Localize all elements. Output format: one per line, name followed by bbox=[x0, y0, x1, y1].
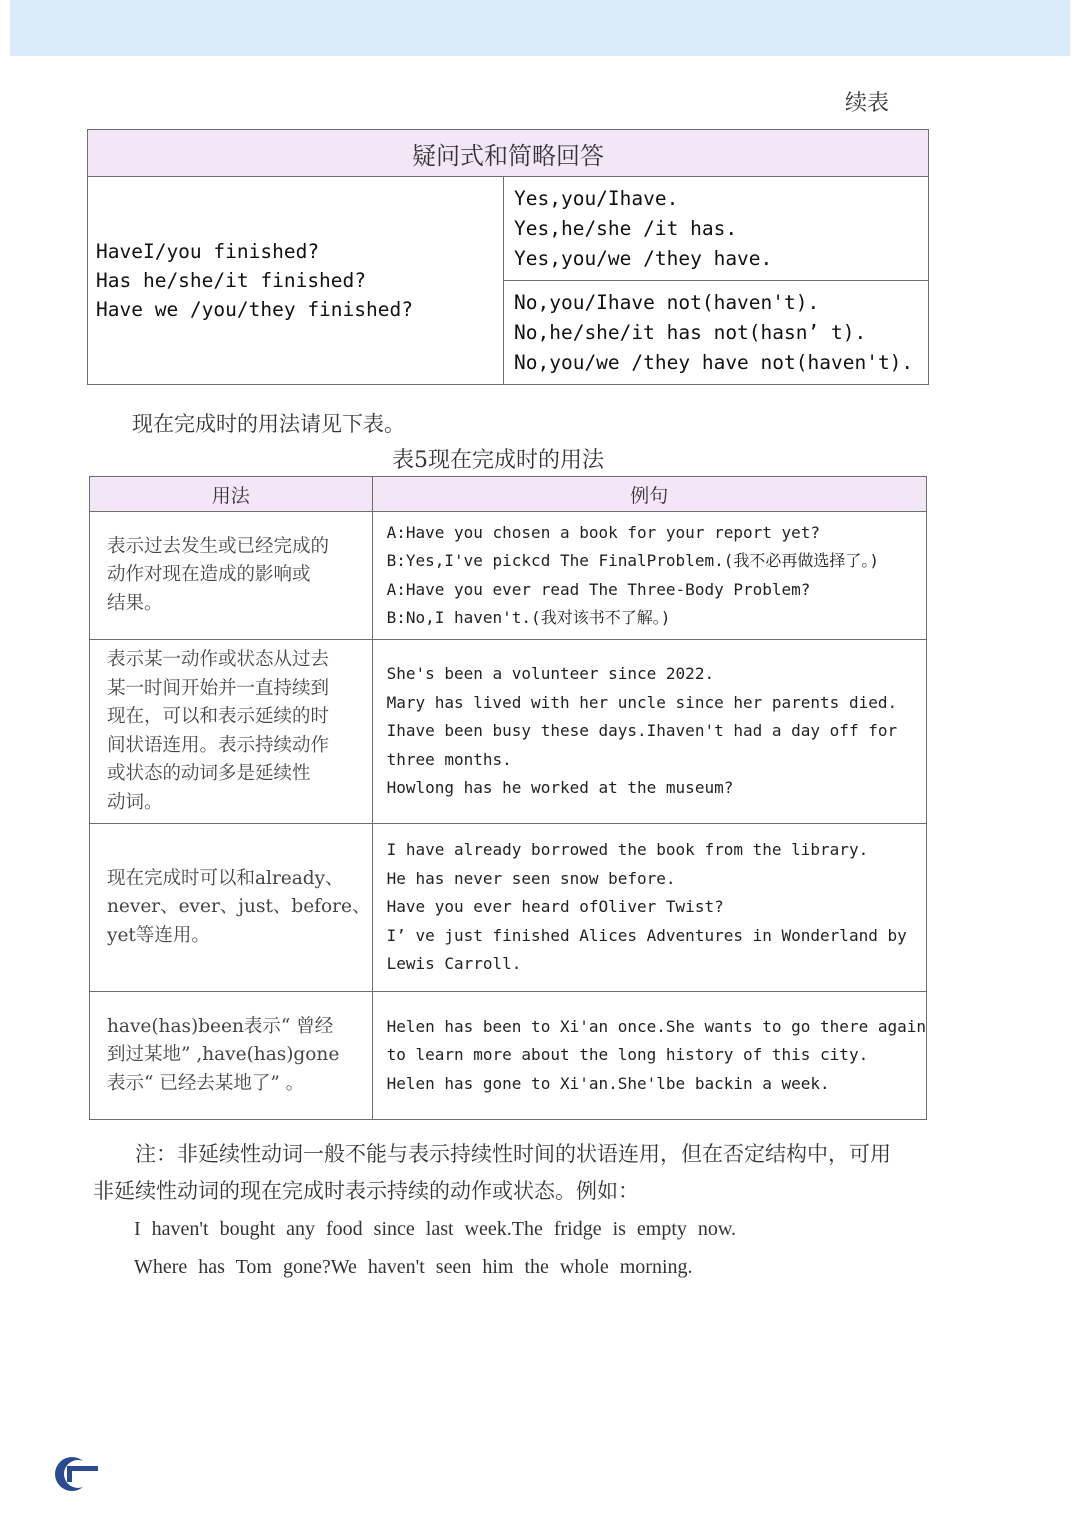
example-cell bbox=[372, 512, 926, 640]
table-row bbox=[90, 824, 927, 992]
yes-answer-line: Yes,you/Ihave. bbox=[514, 186, 679, 210]
example-line: B:Yes,I've pickcd The FinalProblem.(我不必再做选择了。) bbox=[386, 551, 879, 570]
usage-line: 动词。 bbox=[107, 791, 163, 813]
intro-sentence: 现在完成时的用法请见下表。 bbox=[132, 412, 405, 436]
example-cell bbox=[372, 640, 926, 824]
example-line: She's been a volunteer since 2022. bbox=[386, 664, 715, 684]
example-line: three months. bbox=[386, 749, 512, 769]
usage-line: have(has)been表示“ 曾经 bbox=[107, 1015, 334, 1037]
table-row bbox=[90, 640, 927, 824]
question-line: Have we /you/they finished? bbox=[96, 298, 413, 321]
no-answer-cell bbox=[504, 281, 929, 385]
continued-label: 续表 bbox=[845, 91, 890, 116]
yes-answer-line: Yes,you/we /they have. bbox=[514, 246, 773, 270]
example-line: A:Have you ever read The Three-Body Problem? bbox=[386, 579, 811, 599]
usage-line: 某一时间开始并一直持续到 bbox=[107, 677, 330, 699]
page-logo-icon bbox=[50, 1452, 102, 1500]
yes-answer-cell bbox=[504, 177, 929, 281]
usage-cell bbox=[90, 640, 373, 824]
no-answer-line: No,you/we /they have not(haven't). bbox=[514, 350, 914, 374]
example-line: A:Have you chosen a book for your report yet? bbox=[386, 522, 821, 542]
usage-line: 表示过去发生或已经完成的 bbox=[107, 535, 330, 557]
example-line: Helen has been to Xi'an once.She wants to go there again bbox=[386, 1016, 926, 1036]
no-answer-line: No,you/Ihave not(haven't). bbox=[514, 290, 820, 314]
example-line: I have already borrowed the book from the library. bbox=[386, 840, 869, 860]
example-line: He has never seen snow before. bbox=[386, 868, 676, 888]
usage-line: 动作对现在造成的影响或 bbox=[107, 564, 311, 586]
example-line: to learn more about the long history of this city. bbox=[386, 1045, 869, 1065]
usage-line: yet等连用。 bbox=[107, 924, 210, 946]
usage-line: 表示“ 已经去某地了” 。 bbox=[107, 1072, 305, 1094]
example-line: Have you ever heard ofOliver Twist? bbox=[386, 897, 724, 917]
example-line: I’ ve just finished Alices Adventures in Wonderland by bbox=[386, 925, 907, 945]
header-band bbox=[10, 0, 1070, 56]
example-line: Lewis Carroll. bbox=[386, 954, 522, 974]
example-line: B:No,I haven't.(我对该书不了解。) bbox=[386, 608, 671, 627]
example-column-header: 例句 bbox=[372, 477, 926, 512]
usage-line: 表示某一动作或状态从过去 bbox=[107, 649, 330, 670]
example-line: Howlong has he worked at the museum? bbox=[386, 778, 734, 798]
usage-cell bbox=[90, 512, 373, 640]
table-row bbox=[90, 512, 927, 640]
usage-line: 结果。 bbox=[107, 592, 163, 614]
yes-answer-line: Yes,he/she /it has. bbox=[514, 216, 738, 240]
note-line: 非延续性动词的现在完成时表示持续的动作或状态。例如： bbox=[93, 1179, 639, 1203]
no-answer-line: No,he/she/it has not(hasn’ t). bbox=[514, 320, 867, 344]
example-cell bbox=[372, 824, 926, 992]
table-caption: 表5现在完成时的用法 bbox=[392, 448, 604, 473]
example-line: Ihave been busy these days.Ihaven't had a day off for bbox=[386, 721, 898, 741]
question-line: HaveI/you finished? bbox=[96, 240, 320, 263]
example-cell bbox=[372, 992, 926, 1120]
example-sentence: Where has Tom gone?We haven't seen him the whole morning. bbox=[134, 1256, 693, 1278]
usage-cell bbox=[90, 824, 373, 992]
usage-line: 或状态的动词多是延续性 bbox=[107, 763, 311, 784]
usage-cell bbox=[90, 992, 373, 1120]
table-row bbox=[90, 992, 927, 1120]
usage-table bbox=[89, 476, 927, 1120]
question-form-table bbox=[87, 129, 929, 385]
usage-line: 现在完成时可以和already、 bbox=[107, 867, 344, 889]
question-line: Has he/she/it finished? bbox=[96, 269, 367, 292]
usage-line: 间状语连用。表示持续动作 bbox=[107, 734, 330, 756]
usage-line: never、ever、just、before、 bbox=[107, 896, 371, 918]
note-paragraph bbox=[93, 1136, 933, 1210]
example-line: Helen has gone to Xi'an.She'lbe backin a week. bbox=[386, 1073, 830, 1093]
question-form-header: 疑问式和简略回答 bbox=[88, 130, 929, 177]
example-line: Mary has lived with her uncle since her parents died. bbox=[386, 692, 898, 712]
usage-line: 到过某地” ,have(has)gone bbox=[107, 1044, 340, 1066]
usage-column-header: 用法 bbox=[90, 477, 373, 512]
usage-line: 现在，可以和表示延续的时 bbox=[107, 706, 330, 727]
example-sentence: I haven't bought any food since last week.The fridge is empty now. bbox=[134, 1218, 737, 1240]
question-cell bbox=[88, 177, 504, 385]
note-line: 注：非延续性动词一般不能与表示持续性时间的状语连用，但在否定结构中，可用 bbox=[135, 1142, 891, 1166]
